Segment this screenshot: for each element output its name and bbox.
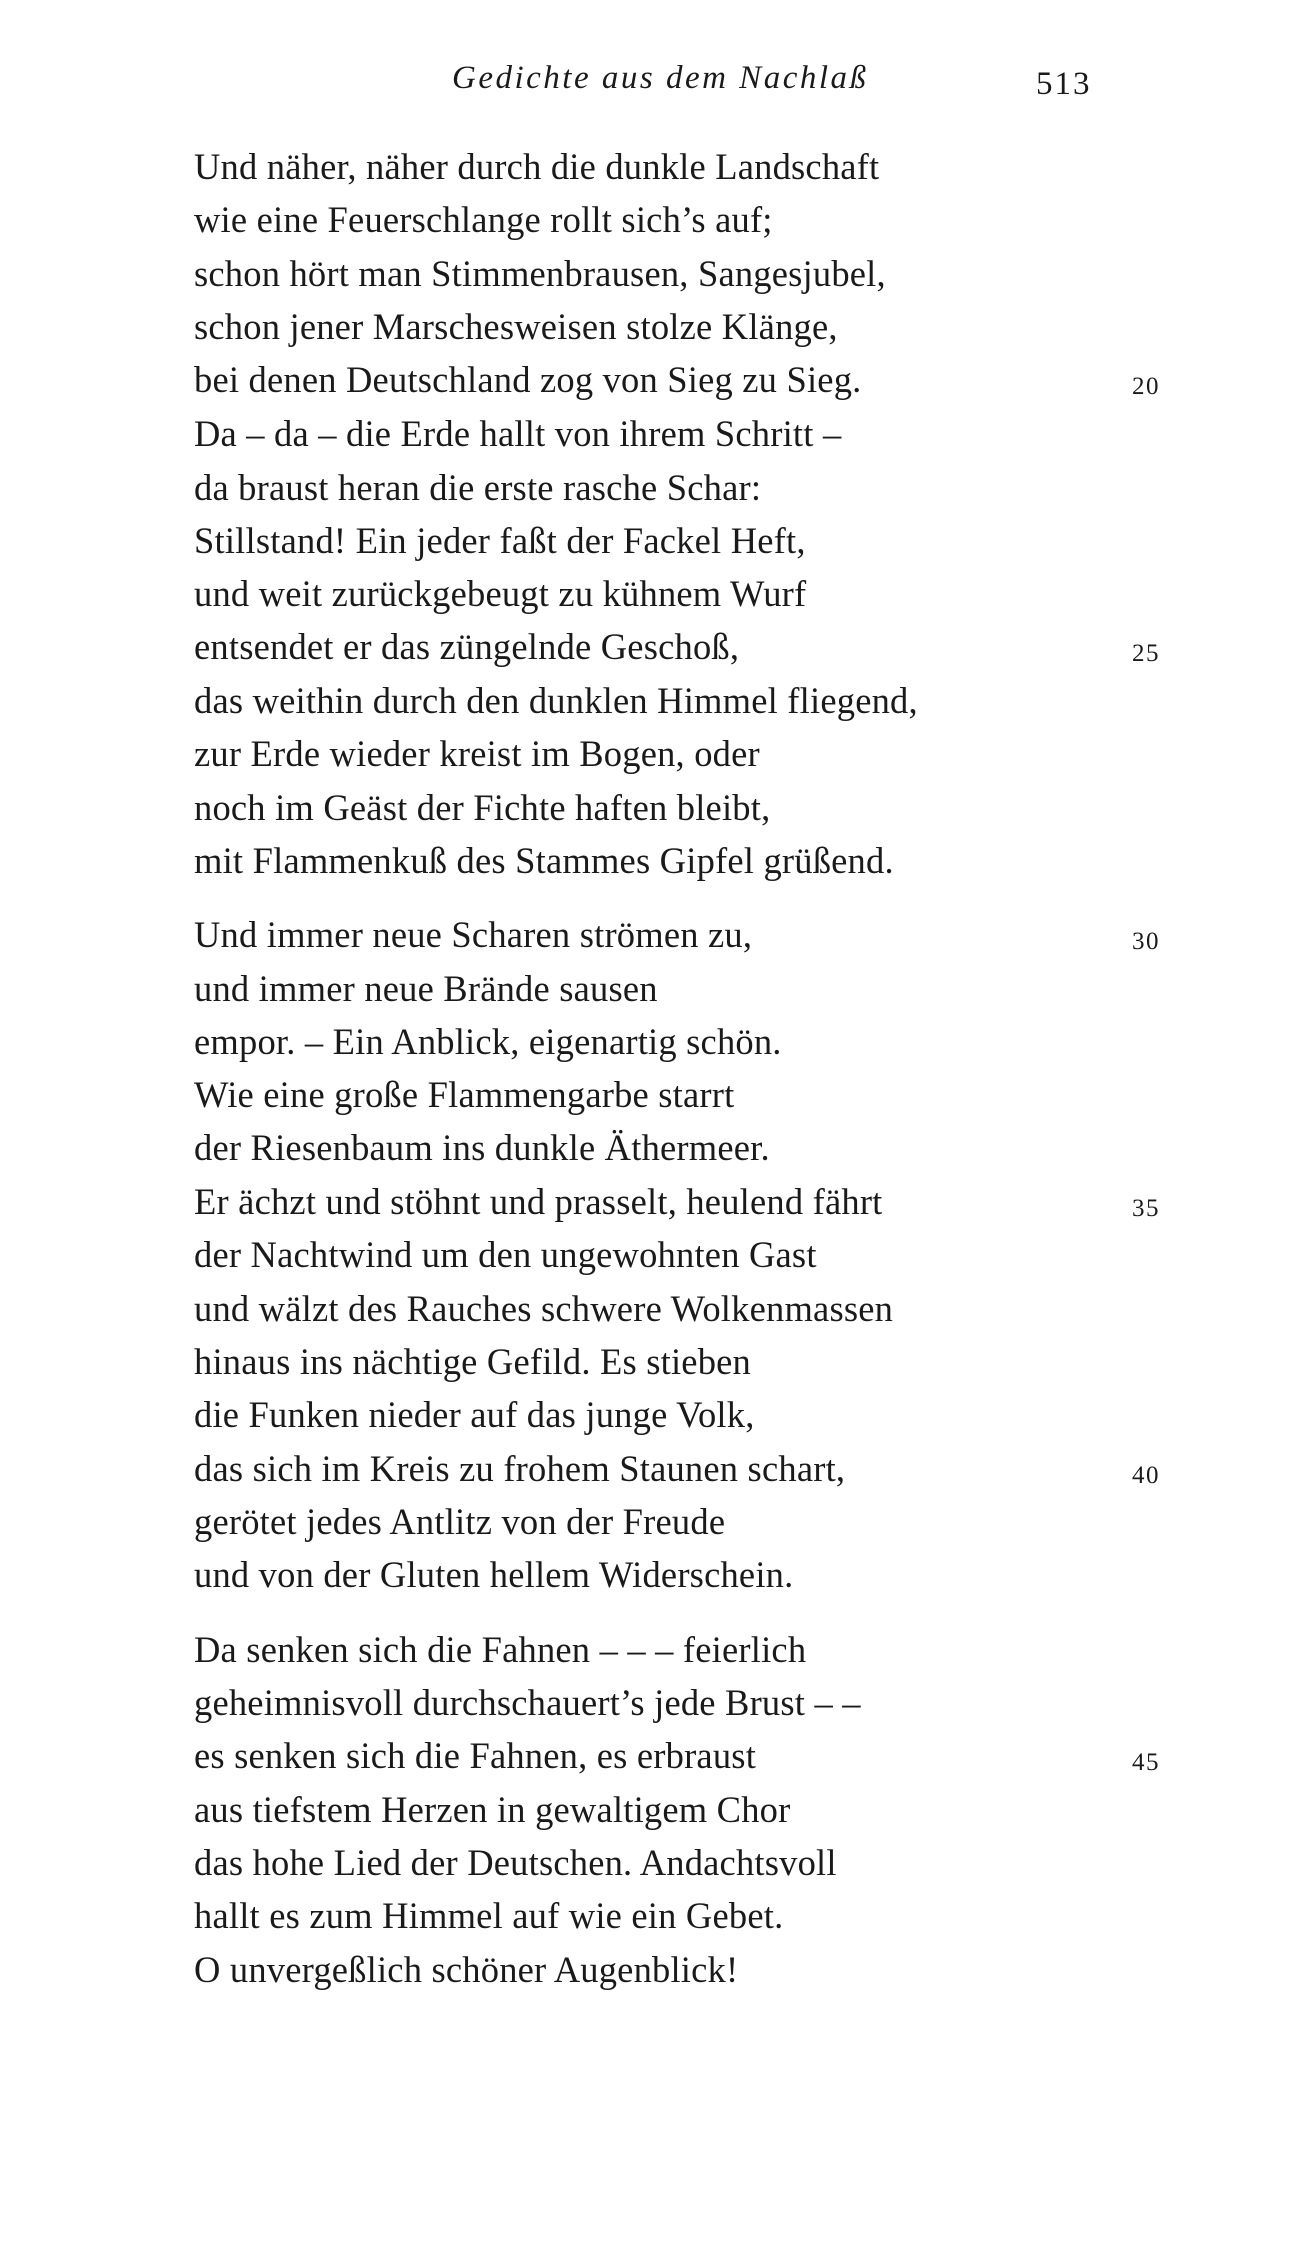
poem-line: gerötet jedes Antlitz von der Freude — [194, 1501, 726, 1542]
poem-line: da braust heran die erste rasche Schar: — [194, 467, 762, 508]
line-number: 40 — [1132, 1462, 1160, 1489]
poem-line: es senken sich die Fahnen, es erbraust — [194, 1735, 757, 1776]
poem-line: entsendet er das züngelnde Geschoß, — [194, 626, 740, 667]
poem-line: hallt es zum Himmel auf wie ein Gebet. — [194, 1895, 784, 1936]
poem-line: Und immer neue Scharen strömen zu, — [194, 914, 753, 955]
poem-line: bei denen Deutschland zog von Sieg zu Sieg. — [194, 359, 862, 400]
poem-line: und wälzt des Rauches schwere Wolkenmassen — [194, 1288, 894, 1329]
poem-line: Da senken sich die Fahnen – – – feierlich — [194, 1629, 807, 1670]
poem-line: noch im Geäst der Fichte haften bleibt, — [194, 787, 771, 828]
poem-line: aus tiefstem Herzen in gewaltigem Chor — [194, 1789, 791, 1830]
poem-line: empor. – Ein Anblick, eigenartig schön. — [194, 1021, 782, 1062]
poem-line: Da – da – die Erde hallt von ihrem Schritt – — [194, 413, 842, 454]
poem-line: der Riesenbaum ins dunkle Äthermeer. — [194, 1127, 770, 1168]
poem-line: geheimnisvoll durchschauert’s jede Brust – – — [194, 1682, 861, 1723]
line-number: 45 — [1132, 1749, 1160, 1776]
poem-line: Stillstand! Ein jeder faßt der Fackel Heft, — [194, 520, 806, 561]
poem-line: O unvergeßlich schöner Augenblick! — [194, 1949, 739, 1990]
poem-line: zur Erde wieder kreist im Bogen, oder — [194, 733, 760, 774]
poem-line: Er ächzt und stöhnt und prasselt, heulend fährt — [194, 1181, 883, 1222]
line-number: 20 — [1132, 373, 1160, 400]
poem-line: das weithin durch den dunklen Himmel fliegend, — [194, 680, 918, 721]
line-number: 30 — [1132, 928, 1160, 955]
line-number: 25 — [1132, 640, 1160, 667]
poem-line: mit Flammenkuß des Stammes Gipfel grüßend. — [194, 840, 894, 881]
poem-line: hinaus ins nächtige Gefild. Es stieben — [194, 1341, 752, 1382]
poem-line: das hohe Lied der Deutschen. Andachtsvoll — [194, 1842, 837, 1883]
poem-line: schon hört man Stimmenbrausen, Sangesjubel, — [194, 253, 886, 294]
poem-line: der Nachtwind um den ungewohnten Gast — [194, 1234, 817, 1275]
poem-line: die Funken nieder auf das junge Volk, — [194, 1394, 755, 1435]
poem-line: und weit zurückgebeugt zu kühnem Wurf — [194, 573, 807, 614]
poem-line: das sich im Kreis zu frohem Staunen schart, — [194, 1448, 846, 1489]
poem-line: und von der Gluten hellem Widerschein. — [194, 1554, 794, 1595]
poem-line: wie eine Feuerschlange rollt sich’s auf; — [194, 199, 773, 240]
poem-line: und immer neue Brände sausen — [194, 968, 658, 1009]
running-title: Gedichte aus dem Nachlaß — [452, 60, 869, 96]
poem-line: Wie eine große Flammengarbe starrt — [194, 1074, 735, 1115]
poem-line: schon jener Marschesweisen stolze Klänge, — [194, 306, 838, 347]
poem-line: Und näher, näher durch die dunkle Landschaft — [194, 146, 880, 187]
line-number: 35 — [1132, 1195, 1160, 1222]
page-number: 513 — [1036, 66, 1092, 102]
